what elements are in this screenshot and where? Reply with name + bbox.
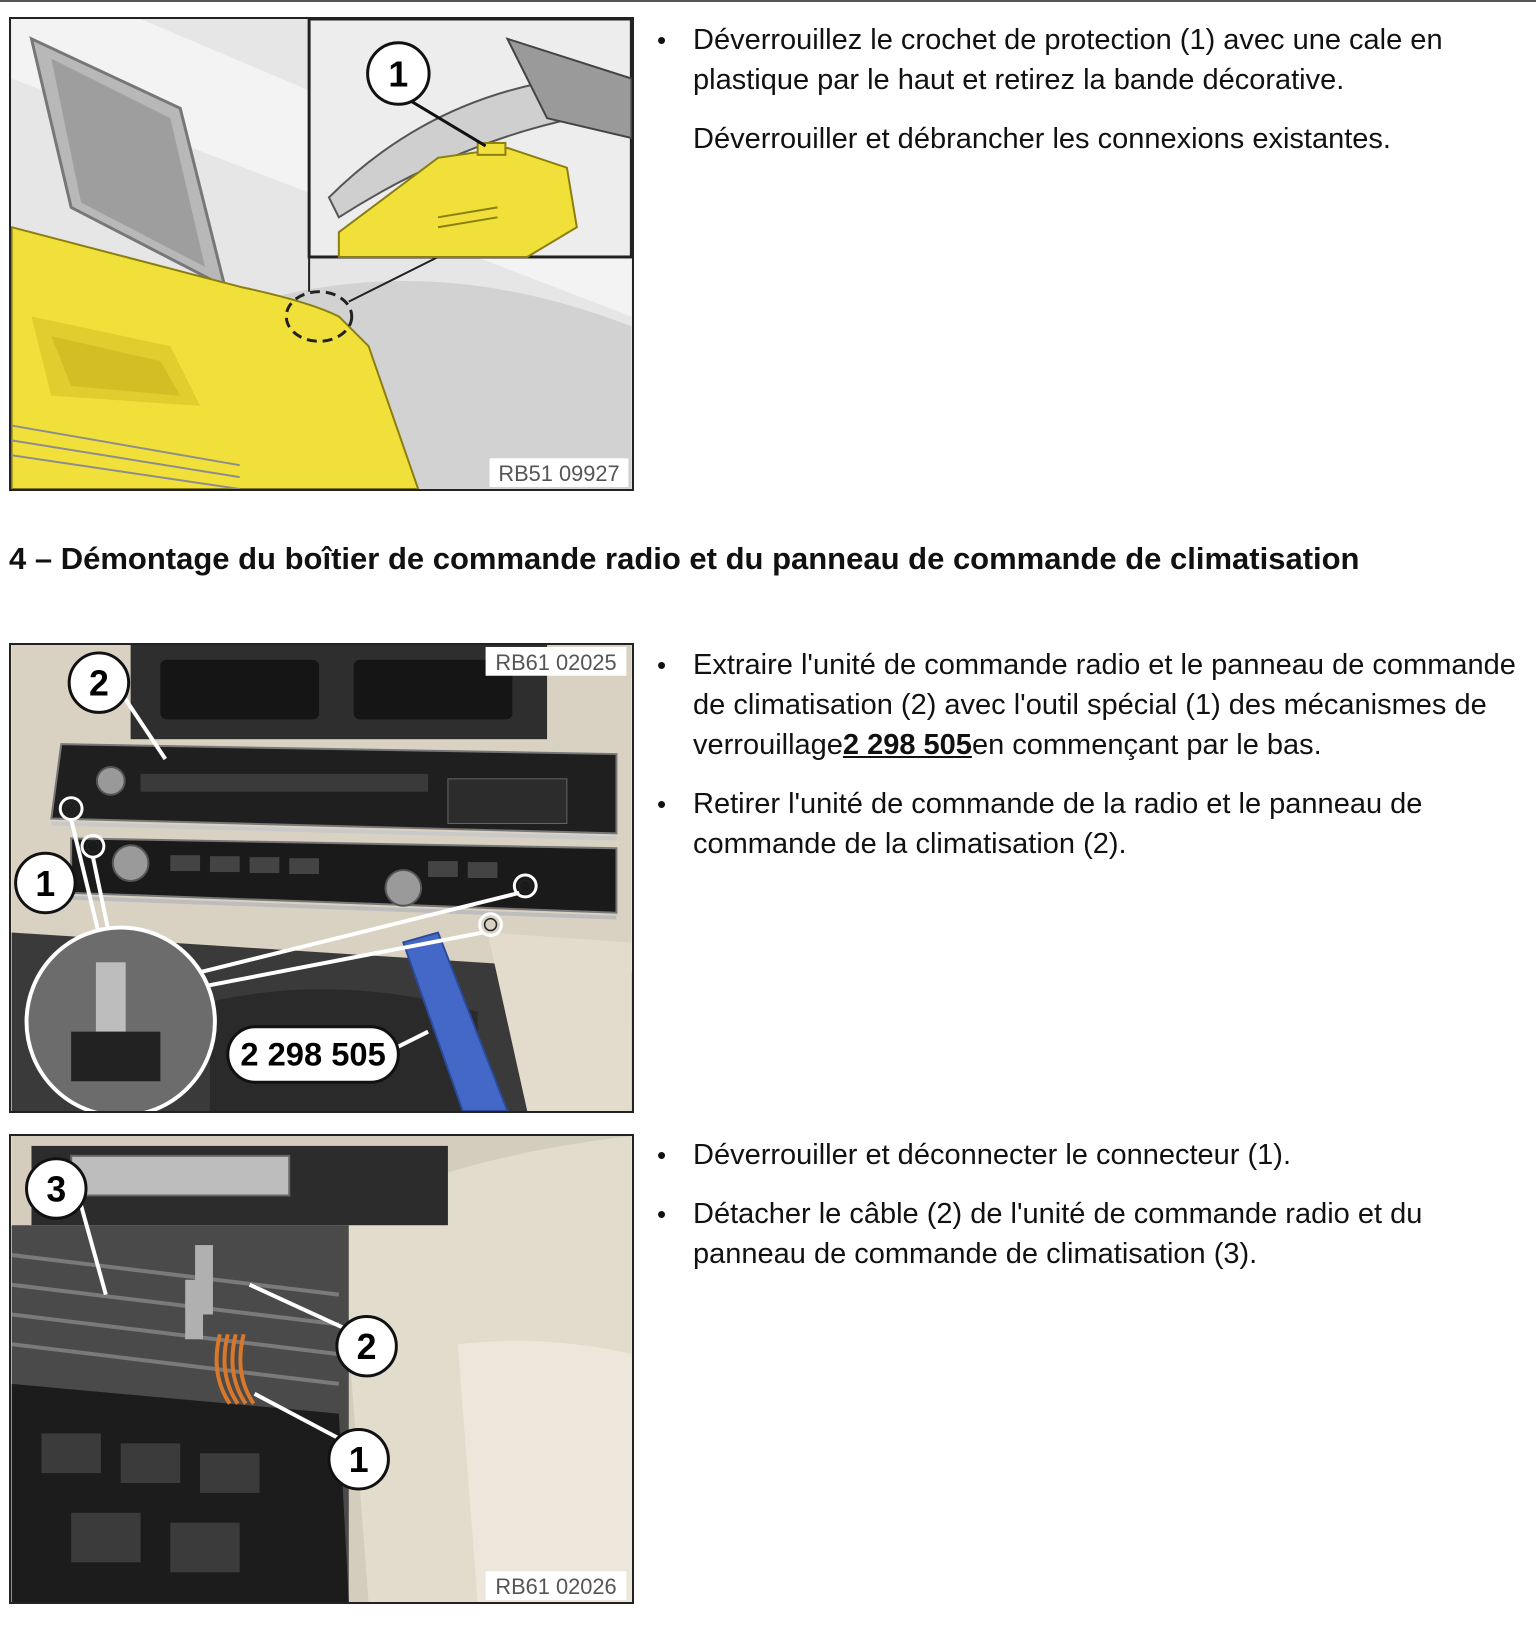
svg-text:2: 2 bbox=[356, 1327, 377, 1368]
step3-note: Déverrouiller et débrancher les connexions existantes. bbox=[693, 123, 1391, 155]
callout-3 bbox=[27, 1159, 86, 1218]
figure-ref-label: RB61 02025 bbox=[495, 649, 617, 675]
top-rule bbox=[0, 0, 1536, 2]
figure-ref-label: RB51 09927 bbox=[498, 461, 620, 487]
svg-text:2: 2 bbox=[88, 663, 109, 704]
connector-removal-photo bbox=[11, 1136, 632, 1602]
step4b-bullet-1: • Déverrouiller et déconnecter le connecteur (1). bbox=[652, 1135, 1532, 1175]
trim-strip-illustration bbox=[11, 19, 632, 489]
svg-text:3: 3 bbox=[46, 1169, 67, 1210]
callout-1 bbox=[329, 1429, 388, 1488]
svg-text:1: 1 bbox=[388, 54, 409, 95]
step3-bullet: • Déverrouillez le crochet de protection (1) avec une cale en plastique par le haut et retirez la bande décorative. bbox=[652, 20, 1532, 100]
svg-text:1: 1 bbox=[348, 1440, 369, 1481]
figure-connector-removal bbox=[9, 1134, 634, 1604]
step4a-bullet-2: • Retirer l'unité de commande de la radio et le panneau de commande de la climatisation (2). bbox=[652, 784, 1532, 864]
radio-removal-photo bbox=[11, 645, 632, 1111]
step4b-instructions bbox=[652, 1135, 1532, 1293]
callout-1 bbox=[16, 853, 75, 912]
figure-trim-strip bbox=[9, 17, 634, 491]
callout-2 bbox=[69, 653, 128, 712]
step4a-instructions bbox=[652, 645, 1532, 883]
figure-ref-label: RB61 02026 bbox=[495, 1574, 617, 1600]
section-heading: 4 – Démontage du boîtier de commande radio et du panneau de commande de climatisation bbox=[9, 541, 1360, 576]
step4b-bullet-2: • Détacher le câble (2) de l'unité de commande radio et du panneau de commande de climatisation (3). bbox=[652, 1194, 1532, 1274]
step3-instructions bbox=[652, 20, 1532, 159]
callout-2 bbox=[337, 1316, 396, 1375]
figure-radio-removal bbox=[9, 643, 634, 1113]
tool-number-label: 2 298 505 bbox=[240, 1035, 386, 1073]
callout-1 bbox=[368, 43, 429, 104]
step4a-bullet-1: • Extraire l'unité de commande radio et le panneau de commande de climatisation (2) avec l'outil spécial (1) des mécanismes de verrouillage2 298 505en commençant par le bas. bbox=[652, 645, 1532, 765]
tool-part-link[interactable]: 2 298 505 bbox=[842, 729, 972, 761]
svg-text:1: 1 bbox=[35, 863, 56, 904]
